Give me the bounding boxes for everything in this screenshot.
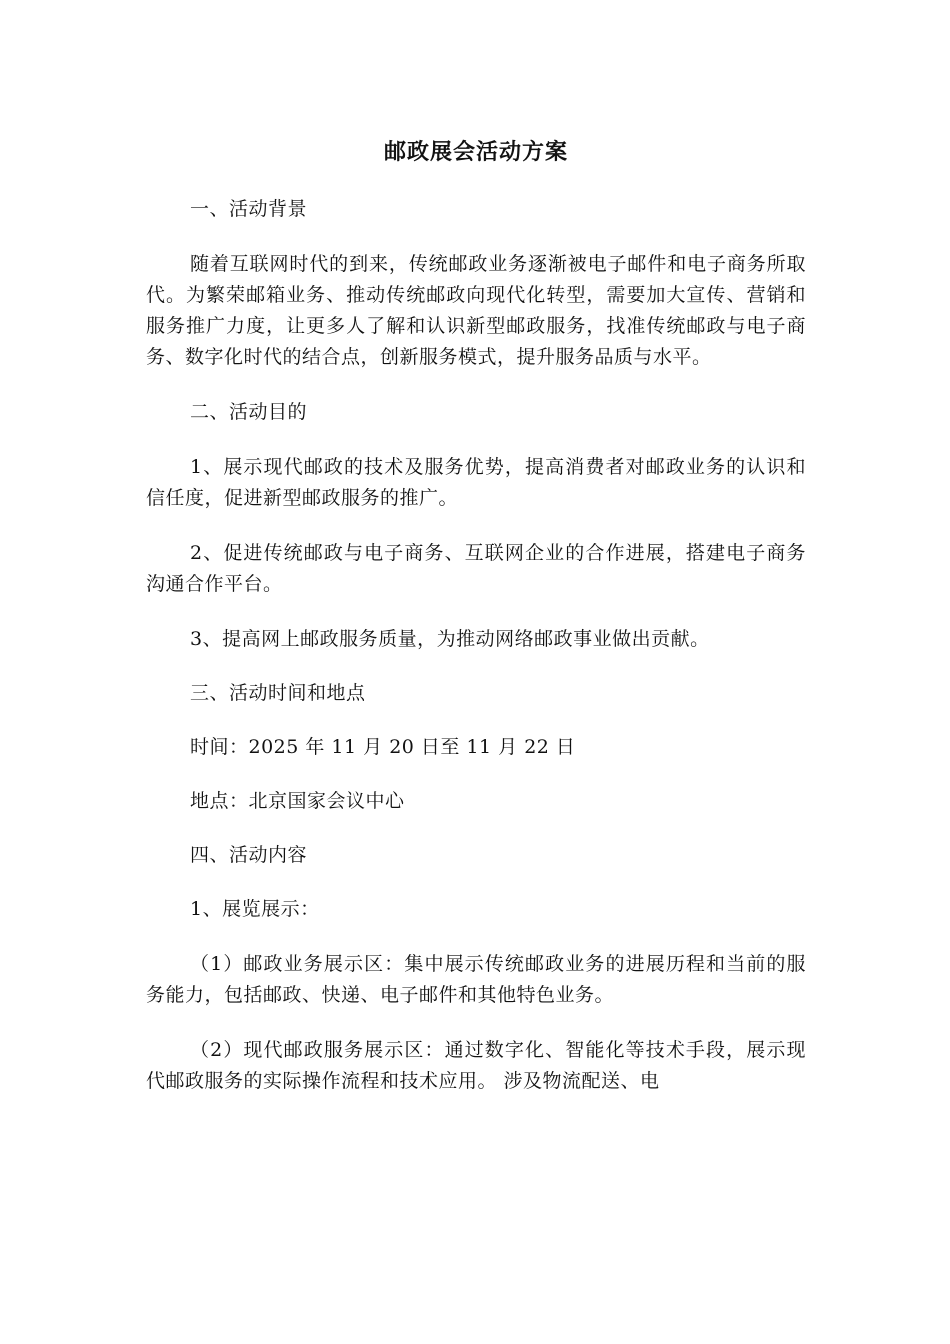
content-sub-heading: 1、展览展示： <box>190 898 320 920</box>
content-item-2: （2）现代邮政服务展示区：通过数字化、智能化等技术手段，展示现代邮政服务的实际操作流程和技术应用。 涉及物流配送、电 <box>146 1039 806 1092</box>
goal-item-3: 3、提高网上邮政服务质量，为推动网络邮政事业做出贡献。 <box>190 628 710 650</box>
document-body <box>146 130 806 1097</box>
event-time: 时间：2025 年 11 月 20 日至 11 月 22 日 <box>190 736 576 758</box>
section-heading-background: 一、活动背景 <box>190 198 308 220</box>
content-item-1: （1）邮政业务展示区：集中展示传统邮政业务的进展历程和当前的服务能力，包括邮政、快递、电子邮件和其他特色业务。 <box>146 953 806 1006</box>
goal-item-2: 2、促进传统邮政与电子商务、互联网企业的合作进展，搭建电子商务沟通合作平台。 <box>146 542 806 595</box>
background-paragraph: 随着互联网时代的到来，传统邮政业务逐渐被电子邮件和电子商务所取代。为繁荣邮箱业务、推动传统邮政向现代化转型，需要加大宣传、营销和服务推广力度，让更多人了解和认识新型邮政服务，找准传统邮政与电子商务、数字化时代的结合点，创新服务模式，提升服务品质与水平。 <box>146 253 806 368</box>
section-heading-content: 四、活动内容 <box>190 844 308 866</box>
section-heading-time-place: 三、活动时间和地点 <box>190 682 366 704</box>
event-place: 地点：北京国家会议中心 <box>190 790 405 812</box>
goal-item-1: 1、展示现代邮政的技术及服务优势，提高消费者对邮政业务的认识和信任度，促进新型邮政服务的推广。 <box>146 456 806 509</box>
document-title: 邮政展会活动方案 <box>383 140 568 165</box>
section-heading-goals: 二、活动目的 <box>190 401 308 423</box>
